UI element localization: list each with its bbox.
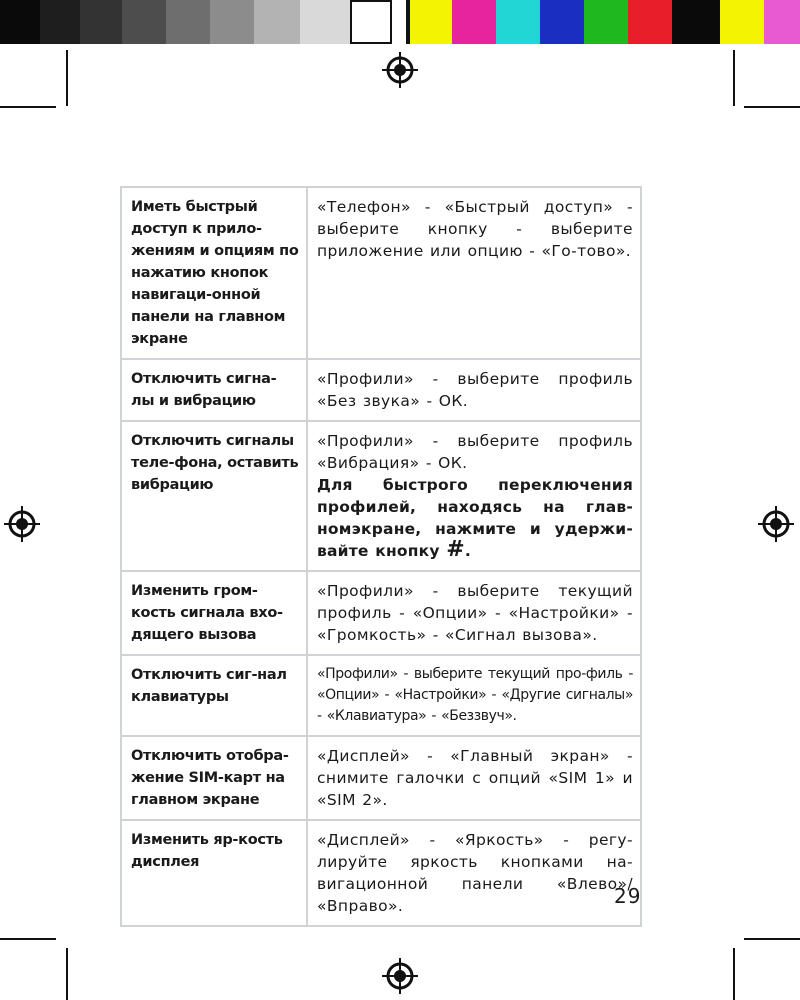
action-cell: Отключить сигналы теле-фона, оставить вибрацию bbox=[121, 421, 307, 571]
table-row bbox=[121, 655, 641, 736]
table-row bbox=[121, 736, 641, 820]
hash-key-icon: # bbox=[446, 537, 465, 562]
description-note bbox=[317, 474, 633, 562]
swatch bbox=[300, 0, 350, 44]
swatch bbox=[254, 0, 300, 44]
swatch bbox=[410, 0, 452, 44]
description-cell: «Дисплей» - «Главный экран» - снимите галочки с опций «SIM 1» и «SIM 2». bbox=[307, 736, 641, 820]
crop-mark bbox=[0, 938, 56, 940]
crop-mark bbox=[744, 106, 800, 108]
action-cell: Отключить отобра-жение SIM-карт на главном экране bbox=[121, 736, 307, 820]
swatch bbox=[496, 0, 540, 44]
description-cell: «Профили» - выберите профиль «Без звука» - ОК. bbox=[307, 359, 641, 421]
table-row bbox=[121, 187, 641, 359]
swatch bbox=[392, 0, 406, 44]
swatch bbox=[166, 0, 210, 44]
table-row bbox=[121, 421, 641, 571]
swatch bbox=[720, 0, 764, 44]
description-cell bbox=[307, 421, 641, 571]
registration-mark-icon bbox=[382, 52, 418, 88]
swatch bbox=[540, 0, 584, 44]
swatch bbox=[0, 0, 40, 44]
description-cell: «Дисплей» - «Яркость» - регу-лируйте яркость кнопками на-вигационной панели «Влево»/ «Вправо». bbox=[307, 820, 641, 926]
action-cell: Отключить сигна-лы и вибрацию bbox=[121, 359, 307, 421]
swatch bbox=[628, 0, 672, 44]
action-cell: Изменить яр-кость дисплея bbox=[121, 820, 307, 926]
swatch bbox=[584, 0, 628, 44]
crop-mark bbox=[733, 50, 735, 106]
description-text: «Профили» - выберите профиль «Вибрация» - ОК. bbox=[317, 432, 633, 472]
swatch bbox=[452, 0, 496, 44]
table-row bbox=[121, 571, 641, 655]
crop-mark bbox=[733, 948, 735, 1000]
crop-mark bbox=[744, 938, 800, 940]
registration-mark-icon bbox=[4, 506, 40, 542]
crop-mark bbox=[0, 106, 56, 108]
crop-mark bbox=[66, 50, 68, 106]
action-cell: Иметь быстрый доступ к прило-жениям и опциям по нажатию кнопок навигаци-онной панели на главном экране bbox=[121, 187, 307, 359]
instructions-table bbox=[120, 186, 642, 927]
swatch bbox=[210, 0, 254, 44]
table-row bbox=[121, 359, 641, 421]
note-text: Для быстрого переключения профилей, находясь на глав-номэкране, нажмите и удержи-вайте кнопку bbox=[317, 476, 633, 560]
swatch bbox=[672, 0, 720, 44]
swatch bbox=[764, 0, 800, 44]
description-cell: «Профили» - выберите текущий про-филь - «Опции» - «Настройки» - «Другие сигналы» - «Клавиатура» - «Беззвуч». bbox=[307, 655, 641, 736]
note-end: . bbox=[464, 542, 471, 560]
description-cell: «Телефон» - «Быстрый доступ» - выберите кнопку - выберите приложение или опцию - «Го-тово». bbox=[307, 187, 641, 359]
page-number: 29 bbox=[614, 884, 642, 908]
table-row bbox=[121, 820, 641, 926]
swatch bbox=[80, 0, 122, 44]
registration-mark-icon bbox=[758, 506, 794, 542]
action-cell: Отключить сиг-нал клавиатуры bbox=[121, 655, 307, 736]
swatch bbox=[122, 0, 166, 44]
color-calibration-bar bbox=[0, 0, 800, 44]
action-cell: Изменить гром-кость сигнала вхо-дящего вызова bbox=[121, 571, 307, 655]
description-cell: «Профили» - выберите текущий профиль - «Опции» - «Настройки» - «Громкость» - «Сигнал вызова». bbox=[307, 571, 641, 655]
crop-mark bbox=[66, 948, 68, 1000]
swatch bbox=[40, 0, 80, 44]
swatch bbox=[350, 0, 392, 44]
registration-mark-icon bbox=[382, 958, 418, 994]
